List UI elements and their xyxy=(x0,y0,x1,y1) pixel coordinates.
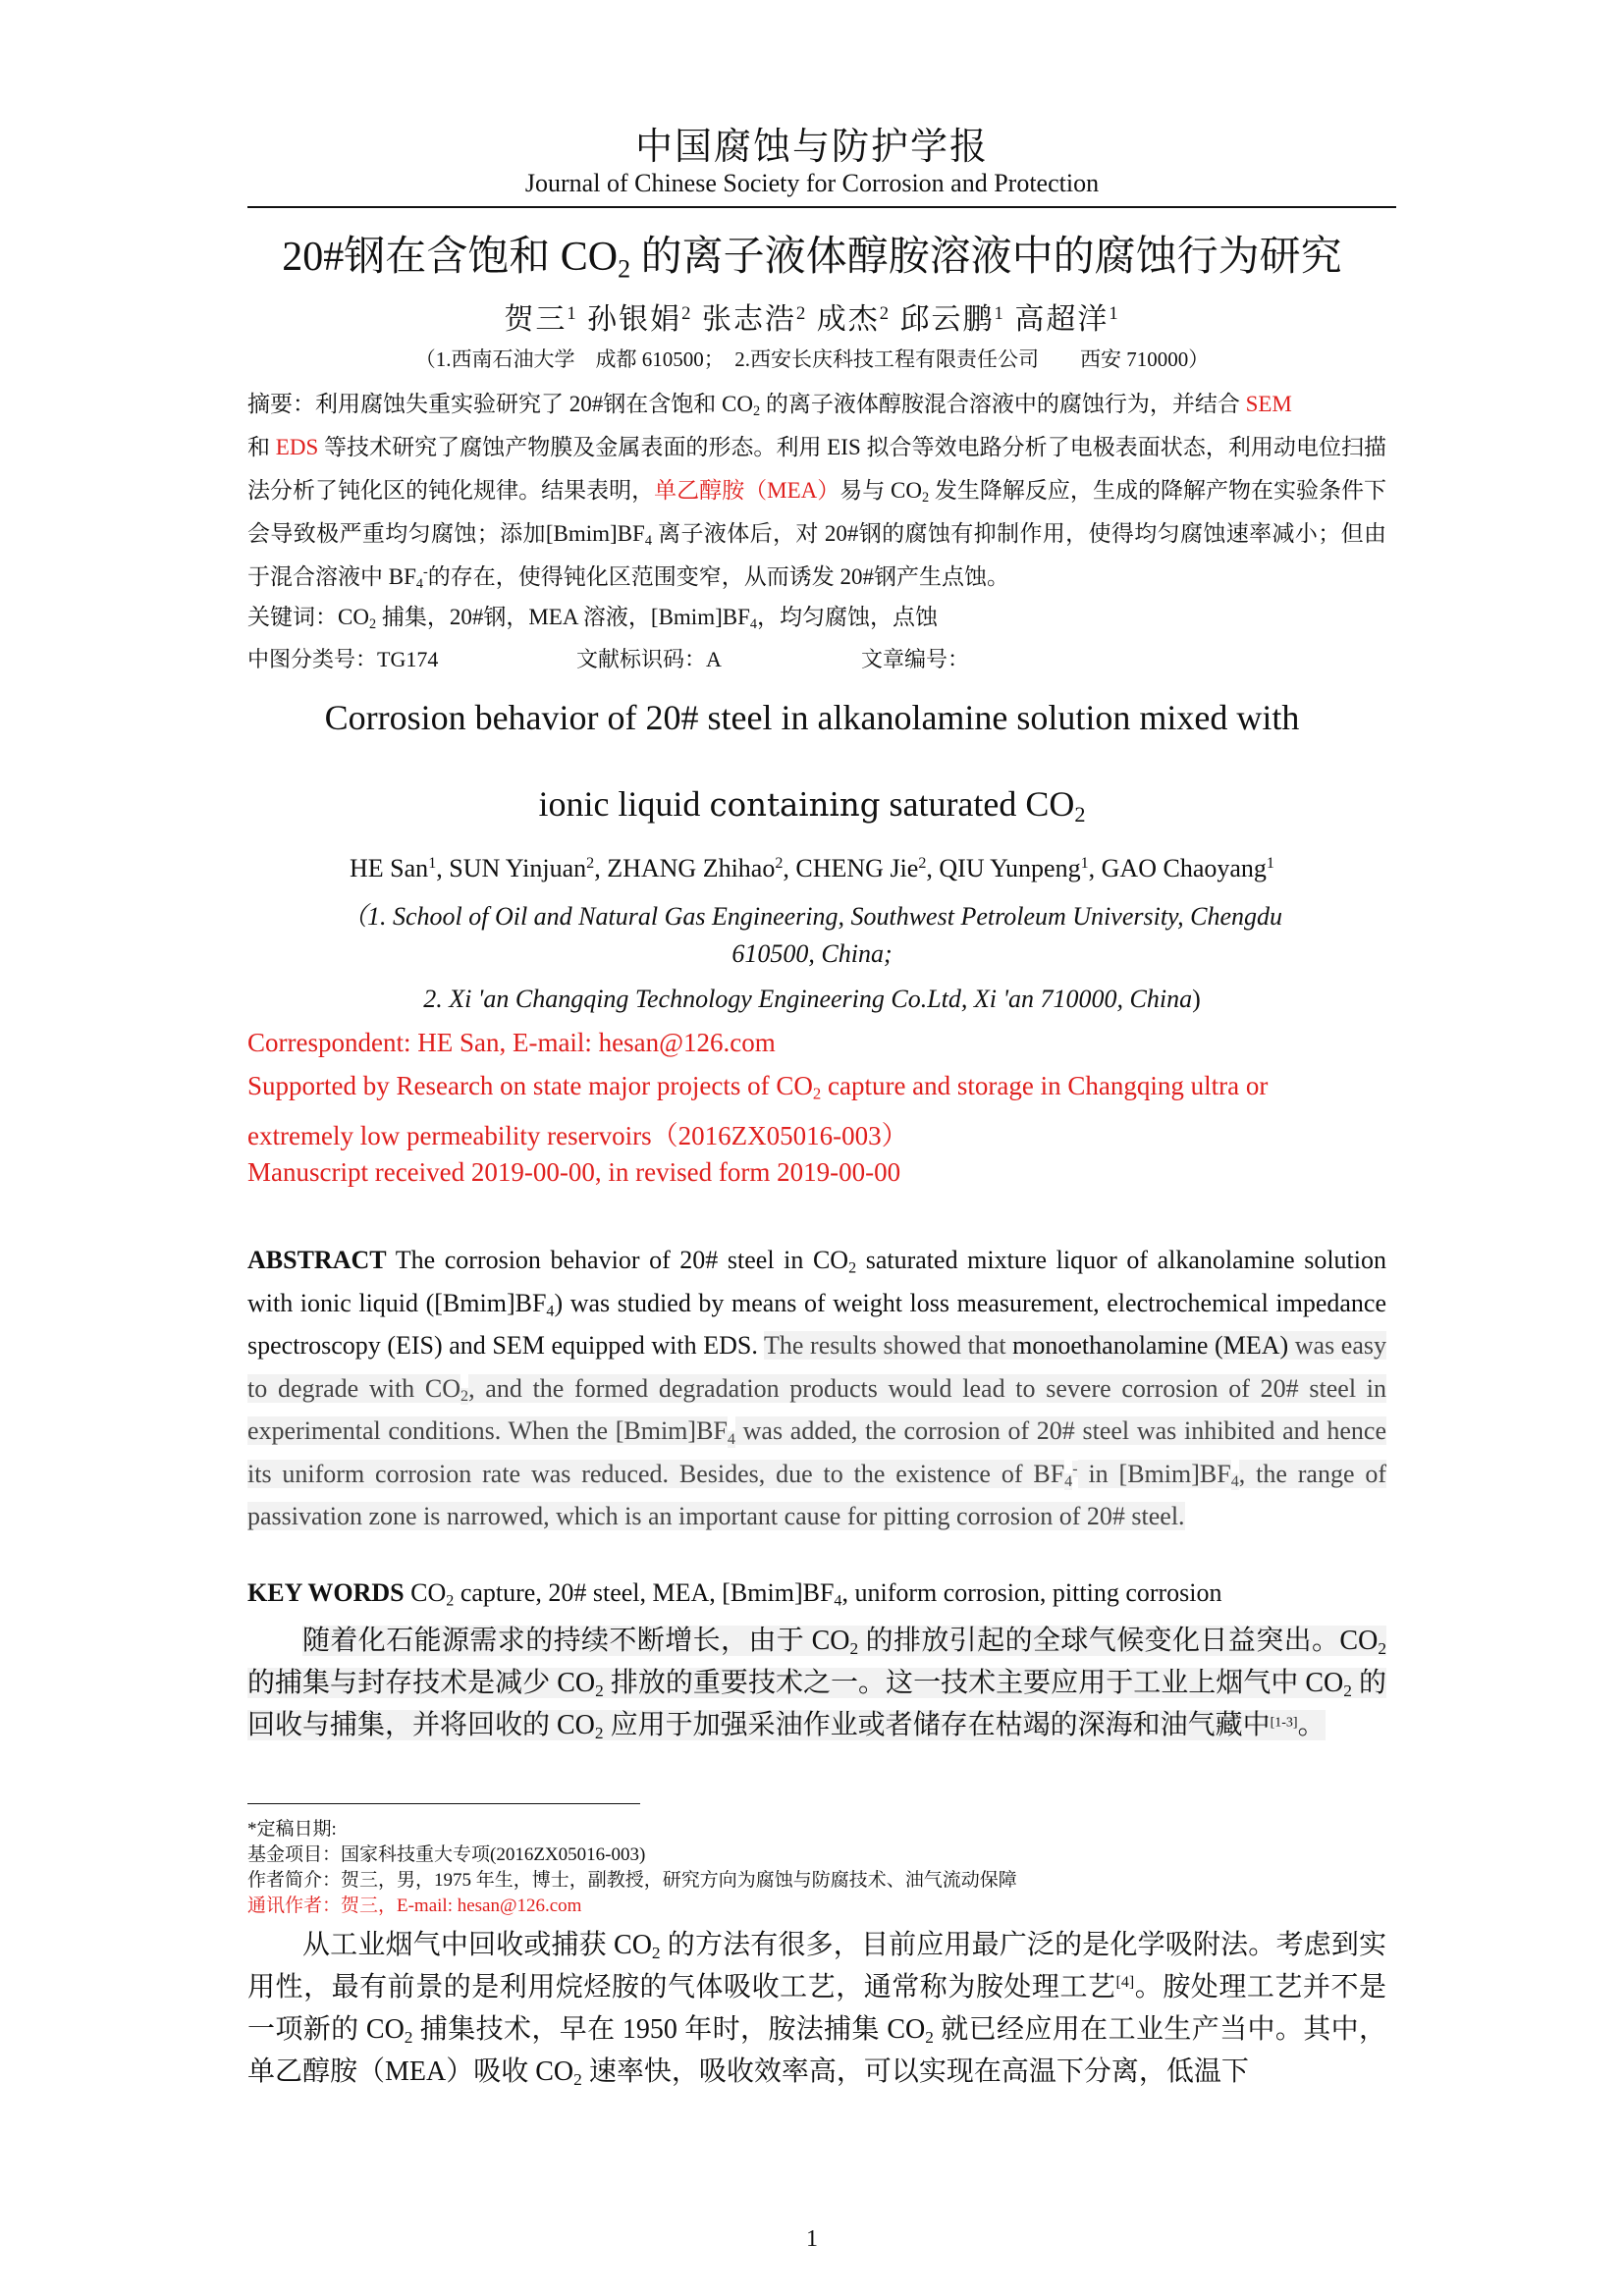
header-rule xyxy=(247,206,1396,208)
abstract-text: 发生降解反应，生成的降解产物在实验条件下会导致极严重均匀腐蚀；添加[Bmim]BF xyxy=(247,478,1387,546)
abstract-text: 的存在，使得钝化区范围变窄，从而诱发 20#钢产生点蚀。 xyxy=(427,564,1010,589)
author-cn: 邱云鹏 xyxy=(899,303,995,336)
subscript: 4 xyxy=(644,532,652,549)
subscript: 2 xyxy=(812,1084,822,1103)
highlight-mea: 单乙醇胺（MEA） xyxy=(654,478,840,503)
abstract-cn xyxy=(247,383,1386,599)
author-en: SUN Yinjuan xyxy=(449,854,587,882)
abstract-text: was added, the corrosion of 20# steel was inhibited and hence its uniform corrosion rate was reduced. Besides, due to the existence of BF xyxy=(247,1416,1387,1488)
abstract-text: 的离子液体醇胺混合溶液中的腐蚀行为，并结合 xyxy=(760,392,1246,416)
body-text: 的排放引起的全球气候变化日益突出。CO xyxy=(858,1626,1379,1656)
subscript: 2 xyxy=(1378,1638,1386,1658)
funding-text: Supported by Research on state major projects of CO xyxy=(247,1071,813,1100)
keywords-en xyxy=(247,1578,1222,1608)
keywords-text: , uniform corrosion, pitting corrosion xyxy=(841,1578,1222,1607)
author-aff-mark: 1 xyxy=(1109,302,1120,324)
citation: [4] xyxy=(1115,1974,1135,1992)
subscript: 2 xyxy=(848,1259,857,1277)
subscript: 2 xyxy=(752,402,761,419)
abstract-text: , the range of passivation zone is narrowed, which is an important cause for pitting corrosion of 20# steel. xyxy=(247,1459,1386,1530)
authors-en: HE San$^1$, SUN Yinjuan$^2$, ZHANG Zhihao$^2$, CHENG Jie$^2$, QIU Yunpeng$^1$, GAO Chaoyang$^1$ xyxy=(350,854,1274,882)
abstract-text: The corrosion behavior of 20# steel in CO xyxy=(386,1246,849,1274)
abstract-text: , and the formed degradation products would lead to severe corrosion of 20# steel in experimental conditions. When the [Bmim]BF xyxy=(247,1373,1386,1445)
keywords-cn xyxy=(247,599,938,631)
affiliation-en-line2: 610500, China; xyxy=(731,939,893,968)
subscript: 4 xyxy=(1230,1473,1239,1490)
highlight-sem: SEM xyxy=(1245,392,1292,416)
author-en: ZHANG Zhihao xyxy=(607,854,776,882)
author-aff-mark: 1 xyxy=(428,855,437,873)
title-cn-post: 的离子液体醇胺溶液中的腐蚀行为研究 xyxy=(630,235,1342,280)
footnote-date: *定稿日期: xyxy=(247,1819,337,1840)
keywords-text: CO xyxy=(404,1578,447,1607)
footnote-rule xyxy=(247,1803,640,1804)
subscript: 2 xyxy=(573,2069,582,2089)
manuscript-received: Manuscript received 2019-00-00, in revised form 2019-00-00 xyxy=(247,1157,901,1187)
body-text: 排放的重要技术之一。这一技术主要应用于工业上烟气中 CO xyxy=(603,1668,1344,1698)
subscript: 4 xyxy=(415,575,424,592)
subscript: 2 xyxy=(925,2027,934,2047)
footnote-author: 作者简介：贺三，男，1975 年生，博士，副教授，研究方向为腐蚀与防腐技术、油气流动保障 xyxy=(247,1870,1017,1891)
correspondent-line: Correspondent: HE San, E-mail: hesan@126.com xyxy=(247,1028,776,1057)
subscript: 2 xyxy=(446,1592,455,1610)
author-cn: 张志浩 xyxy=(701,303,796,336)
subscript: 2 xyxy=(1343,1681,1352,1700)
paper-title-en-line2 xyxy=(0,783,1624,828)
author-aff-mark: 1 xyxy=(1080,855,1089,873)
author-cn: 贺三 xyxy=(504,303,568,336)
journal-title-cn: 中国腐蚀与防护学报 xyxy=(634,127,989,168)
abstract-text: in [Bmim]BF xyxy=(1077,1459,1231,1488)
author-aff-mark: 2 xyxy=(879,302,892,324)
subscript: 2 xyxy=(922,489,930,506)
subscript: 4 xyxy=(546,1303,555,1319)
title-cn-pre: 20#钢在含饱和 CO xyxy=(282,235,619,280)
funding-text: capture and storage in Changqing ultra or xyxy=(821,1071,1269,1100)
title-en-text: saturated CO xyxy=(880,784,1075,824)
citation: [1-3] xyxy=(1270,1715,1298,1731)
body-text: 捕集技术，早在 1950 年时，胺法捕集 CO xyxy=(412,2014,926,2045)
intro-paragraph-2 xyxy=(247,1924,1386,2093)
author-aff-mark: 2 xyxy=(586,855,595,873)
highlight-eds: EDS xyxy=(275,435,319,459)
article-number: 文章编号： xyxy=(861,647,970,671)
author-cn: 成杰 xyxy=(816,303,880,336)
author-aff-mark: 2 xyxy=(795,302,808,324)
footnote-correspondent: 通讯作者：贺三，E-mail: hesan@126.com xyxy=(247,1896,582,1916)
keywords-text: 关键词：CO xyxy=(247,605,369,629)
author-en: QIU Yunpeng xyxy=(939,854,1081,882)
author-en: HE San xyxy=(350,854,429,882)
subscript: 4 xyxy=(834,1592,842,1610)
body-text: 应用于加强采油作业或者储存在枯竭的深海和油气藏中 xyxy=(603,1710,1271,1740)
affiliation-cn: （1.西南石油大学 成都 610500； 2.西安长庆科技工程有限责任公司 西安 710000） xyxy=(414,347,1210,371)
page-number: 1 xyxy=(806,2226,818,2252)
title-cn-sub: 2 xyxy=(618,254,631,284)
subscript: 2 xyxy=(651,1943,661,1962)
subscript: 4 xyxy=(749,615,758,632)
body-text: 随着化石能源需求的持续不断增长，由于 CO xyxy=(302,1626,850,1656)
subscript: 2 xyxy=(594,1723,604,1742)
subscript: 2 xyxy=(368,615,377,632)
author-aff-mark: 1 xyxy=(567,302,578,324)
author-aff-mark: 2 xyxy=(775,855,784,873)
abstract-text: saturated mixture liquor of alkanolamine solution with ionic liquid ([Bmim]BF xyxy=(247,1246,1386,1317)
footnote-fund: 基金项目：国家科技重大专项(2016ZX05016-003) xyxy=(247,1844,646,1865)
affiliation-en-line3 xyxy=(0,985,1624,1014)
abstract-text: 离子液体后，对 20#钢的腐蚀有抑制作用，使得均匀腐蚀速率减小；但由于混合溶液中 BF xyxy=(247,521,1387,589)
superscript: - xyxy=(423,564,428,581)
paper-title-cn xyxy=(0,224,1624,283)
abstract-text: was easy to degrade with CO xyxy=(247,1331,1387,1403)
author-aff-mark: 2 xyxy=(681,302,693,324)
subscript: 2 xyxy=(1074,802,1086,828)
body-text: 的回收与捕集，并将回收的 CO xyxy=(247,1668,1386,1740)
abstract-text: 和 xyxy=(247,435,276,459)
affiliation-en-line1: （1. School of Oil and Natural Gas Engineering, Southwest Petroleum University, Chengdu xyxy=(341,902,1283,931)
affiliation-text: 2. Xi 'an Changqing Technology Engineering Co.Ltd, Xi 'an 710000, China xyxy=(423,985,1193,1013)
affiliation-paren: ) xyxy=(1192,985,1201,1013)
subscript: 2 xyxy=(595,1681,604,1700)
abstract-text: monoethanolamine (MEA) xyxy=(1012,1331,1289,1360)
author-aff-mark: 1 xyxy=(994,302,1005,324)
paper-title-en-line1: Corrosion behavior of 20# steel in alkanolamine solution mixed with xyxy=(324,698,1300,737)
author-en: GAO Chaoyang xyxy=(1101,854,1267,882)
document-code: 文献标识码：A xyxy=(576,647,722,671)
authors-cn xyxy=(0,294,1624,338)
superscript: - xyxy=(1072,1460,1078,1477)
subscript: 4 xyxy=(1064,1473,1073,1490)
abstract-text: ) was studied by means of weight loss measurement, electrochemical impedance spectroscopy (EIS) and SEM equipped with EDS. xyxy=(247,1288,1386,1360)
funding-line2: extremely low permeability reservoirs（2016ZX05016-003） xyxy=(247,1121,908,1150)
subscript: 2 xyxy=(849,1638,859,1658)
subscript: 2 xyxy=(460,1388,469,1405)
body-text: 的捕集与封存技术是减少 CO xyxy=(247,1668,596,1698)
keywords-label: KEY WORDS xyxy=(247,1578,405,1607)
body-text: 速率快，吸收效率高，可以实现在高温下分离，低温下 xyxy=(581,2056,1249,2087)
author-cn: 孙银娟 xyxy=(587,303,682,336)
title-en-text: ionic liquid xyxy=(538,784,710,824)
title-en-text: containing xyxy=(709,786,881,824)
abstract-text: The results showed that xyxy=(764,1331,1013,1360)
abstract-label: ABSTRACT xyxy=(247,1246,387,1274)
body-text: 。胺处理工艺并不是一项新的 CO xyxy=(247,1972,1386,2045)
body-text: 从工业烟气中回收或捕获 CO xyxy=(302,1930,652,1960)
keywords-text: capture, 20# steel, MEA, [Bmim]BF xyxy=(454,1578,835,1607)
clc-number: 中图分类号：TG174 xyxy=(247,647,439,671)
journal-title-en: Journal of Chinese Society for Corrosion and Protection xyxy=(524,169,1100,197)
body-text: 的方法有很多，目前应用最广泛的是化学吸附法。考虑到实用性，最有前景的是利用烷烃胺的气体吸收工艺，通常称为胺处理工艺 xyxy=(247,1930,1386,2002)
funding-line1 xyxy=(247,1071,1396,1101)
intro-paragraph-1 xyxy=(247,1620,1386,1746)
abstract-text: 易与 CO xyxy=(839,478,923,503)
abstract-text: 摘要：利用腐蚀失重实验研究了 20#钢在含饱和 CO xyxy=(247,392,753,416)
keywords-text: 捕集，20#钢，MEA 溶液，[Bmim]BF xyxy=(376,605,750,629)
author-aff-mark: 1 xyxy=(1266,855,1274,873)
author-cn: 高超洋 xyxy=(1014,303,1110,336)
author-en: CHENG Jie xyxy=(795,854,919,882)
subscript: 4 xyxy=(727,1430,735,1448)
author-aff-mark: 2 xyxy=(918,855,927,873)
subscript: 2 xyxy=(404,2027,413,2047)
keywords-text: ，均匀腐蚀，点蚀 xyxy=(757,605,939,629)
body-text: 。 xyxy=(1297,1710,1326,1740)
abstract-en xyxy=(247,1239,1386,1538)
body-text: 就已经应用在工业生产当中。其中，单乙醇胺（MEA）吸收 CO xyxy=(247,2014,1386,2087)
abstract-text: 等技术研究了腐蚀产物膜及金属表面的形态。利用 EIS 拟合等效电路分析了电极表面状态，利用动电位扫描法分析了钝化区的钝化规律。结果表明， xyxy=(247,435,1387,503)
classification-line xyxy=(247,643,1396,673)
